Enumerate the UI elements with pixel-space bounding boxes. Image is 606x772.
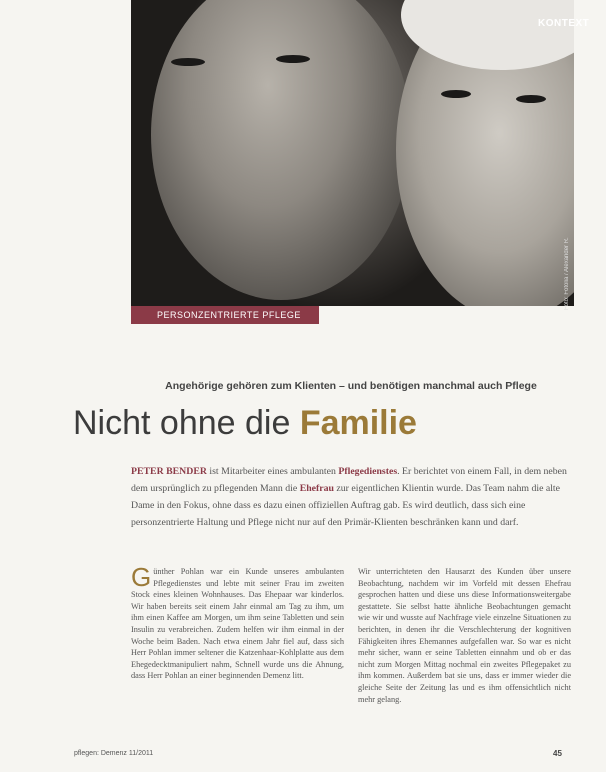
intro-text-3: zur eigentlichen Klientin wurde. Das Team nahm die alte Dame in den Fokus, ohne dass es dazu einen offiziellen Auftrag gab. Es wird deutlich, dass sich eine personzentrierte Haltung und Pflege nicht nur auf den Primär-Klienten beschränken kann und darf. (131, 483, 561, 528)
category-label (131, 306, 319, 324)
journal-footer: pflegen: Demenz 11/2011 (74, 750, 154, 757)
section-tag: KONTEXT (538, 18, 590, 29)
portrait-photo (131, 0, 574, 306)
eye-shape (441, 90, 471, 98)
eye-shape (276, 55, 310, 63)
eye-shape (171, 58, 205, 66)
headline-main: Nicht ohne die (73, 404, 300, 442)
intro-highlight-1: Pflegedienstes (338, 466, 398, 477)
page-number: 45 (553, 749, 562, 758)
headline-accent: Familie (299, 404, 417, 442)
intro-text-1: ist Mitarbeiter eines ambulanten (206, 466, 339, 477)
body-column-right (358, 566, 571, 748)
photo-credit: Foto: Fotolia / Alexander R. (564, 237, 570, 310)
body-text-right: Wir unterrichteten den Hausarzt des Kunden über unsere Beobachtung, nachdem wir im Vorfeld mit dessen Ehefrau gesprochen hatten und diese uns diese Informationsweitergabe gestattete. Sie selbst hatte ähnliche Beobachtungen gemacht wie wir und wusste auf Nachfrage viele einzelne Situationen zu berichten, in denen ihr die Verschlechterung der kognitiven Fähigkeiten ihres Ehemannes aufgefallen war. So war es nicht mehr sicher, wann er seine Tabletten einnahm und ob er das nicht zum Morgen Mittag nochmal ein zweites Pflegepaket zu ihm kommen. Außerdem bat sie uns, dass er immer wieder die gleiche Seite der Zeitung las und es ihm offensichtlich nicht mehr gelang. (358, 567, 571, 704)
author-name: PETER BENDER (131, 466, 207, 477)
category-text: PERSONZENTRIERTE PFLEGE (157, 310, 301, 320)
elderly-man-face (151, 0, 411, 300)
intro-highlight-2: Ehefrau (299, 483, 334, 494)
intro-paragraph (131, 463, 569, 531)
eye-shape (516, 95, 546, 103)
intro-text-2: . Er berichtet von einem Fall, in dem neben dem ursprünglich zu pflegenden Mann die (131, 466, 567, 494)
dropcap: G (131, 566, 152, 592)
headline (73, 404, 573, 443)
subheadline: Angehörige gehören zum Klienten – und benötigen manchmal auch Pflege (165, 380, 537, 392)
body-column-left (131, 566, 344, 748)
body-text-left: ünther Pohlan war ein Kunde unseres ambulanten Pflegedienstes und lebte mit seiner Frau im zweiten Stock eines kleinen Wohnhauses. Das Ehepaar war kinderlos. Wir haben bereits seit einem Jahr einmal am Tag zu ihm, um ihm einen Kaffee am Morgen, um ihm seine Tabletten und sein Insulin zu verabreichen. Zudem helfen wir ihm einmal in der Woche beim Baden. Nach etwa einem Jahr fiel auf, dass sich Herr Pohlan immer seltener die Katzenhaar-Kohlplatte aus dem Ehegedecktmanipuliert nahm, Schnell wurde uns die Ahnung, dass Herr Pohlan an einer beginnenden Demenz litt. (131, 567, 344, 681)
